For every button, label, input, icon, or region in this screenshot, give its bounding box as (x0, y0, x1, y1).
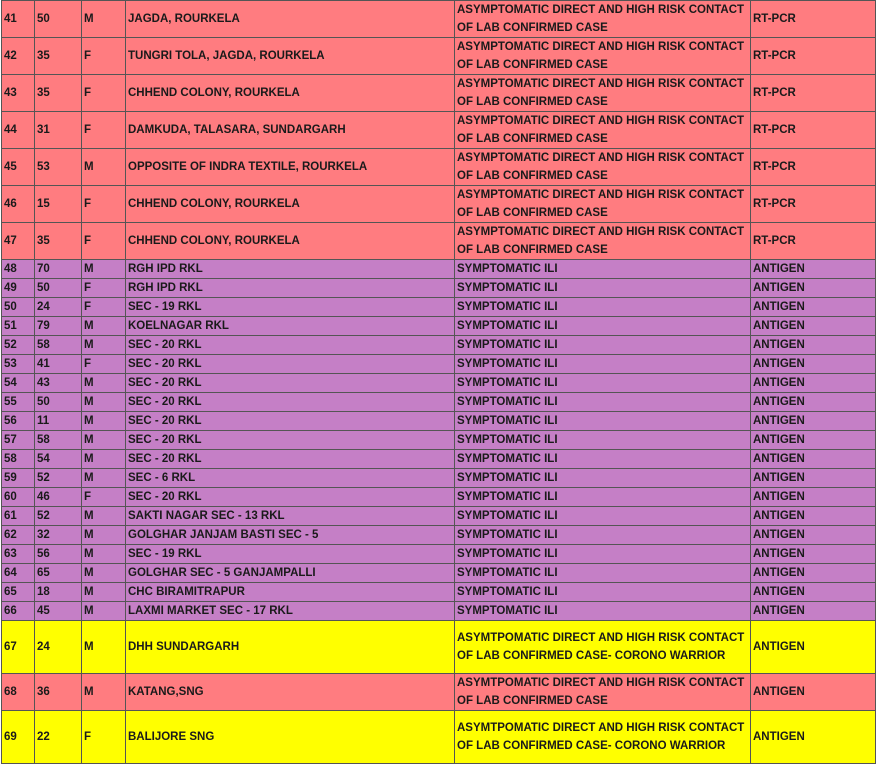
sl-no-cell: 50 (2, 298, 35, 317)
criteria-cell: SYMPTOMATIC ILI (455, 431, 751, 450)
sl-no-cell: 60 (2, 488, 35, 507)
age-cell: 50 (35, 393, 82, 412)
address-cell: CHHEND COLONY, ROURKELA (126, 186, 455, 223)
criteria-cell: SYMPTOMATIC ILI (455, 450, 751, 469)
table-row (2, 621, 876, 674)
test-type-cell: ANTIGEN (751, 545, 876, 564)
age-cell: 15 (35, 186, 82, 223)
table-row (2, 38, 876, 75)
sl-no-cell: 65 (2, 583, 35, 602)
age-cell: 50 (35, 1, 82, 38)
age-cell: 11 (35, 412, 82, 431)
test-type-cell: RT-PCR (751, 38, 876, 75)
sex-cell: M (82, 393, 126, 412)
age-cell: 45 (35, 602, 82, 621)
criteria-cell: SYMPTOMATIC ILI (455, 545, 751, 564)
age-cell: 18 (35, 583, 82, 602)
test-type-cell: ANTIGEN (751, 450, 876, 469)
table-row (2, 469, 876, 488)
address-cell: GOLGHAR SEC - 5 GANJAMPALLI (126, 564, 455, 583)
case-table-body (2, 1, 876, 764)
table-row (2, 393, 876, 412)
age-cell: 56 (35, 545, 82, 564)
age-cell: 54 (35, 450, 82, 469)
table-row (2, 1, 876, 38)
sex-cell: M (82, 412, 126, 431)
sex-cell: M (82, 602, 126, 621)
address-cell: SEC - 19 RKL (126, 298, 455, 317)
sl-no-cell: 52 (2, 336, 35, 355)
sex-cell: F (82, 38, 126, 75)
table-row (2, 260, 876, 279)
sex-cell: M (82, 431, 126, 450)
criteria-cell: SYMPTOMATIC ILI (455, 355, 751, 374)
criteria-cell: SYMPTOMATIC ILI (455, 526, 751, 545)
test-type-cell: ANTIGEN (751, 412, 876, 431)
sl-no-cell: 57 (2, 431, 35, 450)
address-cell: CHHEND COLONY, ROURKELA (126, 223, 455, 260)
address-cell: SEC - 20 RKL (126, 412, 455, 431)
address-cell: SEC - 20 RKL (126, 355, 455, 374)
test-type-cell: ANTIGEN (751, 298, 876, 317)
sl-no-cell: 61 (2, 507, 35, 526)
sex-cell: M (82, 317, 126, 336)
age-cell: 31 (35, 112, 82, 149)
table-row (2, 149, 876, 186)
sl-no-cell: 46 (2, 186, 35, 223)
criteria-cell: SYMPTOMATIC ILI (455, 488, 751, 507)
age-cell: 41 (35, 355, 82, 374)
sex-cell: F (82, 112, 126, 149)
address-cell: SEC - 6 RKL (126, 469, 455, 488)
address-cell: JAGDA, ROURKELA (126, 1, 455, 38)
test-type-cell: ANTIGEN (751, 583, 876, 602)
criteria-cell: ASYMPTOMATIC DIRECT AND HIGH RISK CONTACT OF LAB CONFIRMED CASE (455, 223, 751, 260)
sl-no-cell: 55 (2, 393, 35, 412)
age-cell: 24 (35, 621, 82, 674)
sl-no-cell: 58 (2, 450, 35, 469)
age-cell: 43 (35, 374, 82, 393)
criteria-cell: SYMPTOMATIC ILI (455, 336, 751, 355)
address-cell: LAXMI MARKET SEC - 17 RKL (126, 602, 455, 621)
test-type-cell: ANTIGEN (751, 526, 876, 545)
table-row (2, 355, 876, 374)
table-row (2, 112, 876, 149)
test-type-cell: RT-PCR (751, 223, 876, 260)
table-row (2, 186, 876, 223)
age-cell: 53 (35, 149, 82, 186)
test-type-cell: RT-PCR (751, 75, 876, 112)
address-cell: KATANG,SNG (126, 674, 455, 711)
sl-no-cell: 69 (2, 711, 35, 764)
table-row (2, 223, 876, 260)
table-row (2, 75, 876, 112)
sl-no-cell: 42 (2, 38, 35, 75)
sl-no-cell: 53 (2, 355, 35, 374)
sex-cell: M (82, 621, 126, 674)
test-type-cell: ANTIGEN (751, 260, 876, 279)
address-cell: RGH IPD RKL (126, 279, 455, 298)
test-type-cell: ANTIGEN (751, 374, 876, 393)
case-table (1, 0, 876, 764)
sl-no-cell: 63 (2, 545, 35, 564)
sl-no-cell: 54 (2, 374, 35, 393)
table-row (2, 488, 876, 507)
table-row (2, 374, 876, 393)
test-type-cell: ANTIGEN (751, 279, 876, 298)
sex-cell: F (82, 279, 126, 298)
criteria-cell: ASYMPTOMATIC DIRECT AND HIGH RISK CONTACT OF LAB CONFIRMED CASE (455, 186, 751, 223)
address-cell: BALIJORE SNG (126, 711, 455, 764)
sex-cell: M (82, 1, 126, 38)
table-row (2, 336, 876, 355)
criteria-cell: ASYMPTOMATIC DIRECT AND HIGH RISK CONTACT OF LAB CONFIRMED CASE (455, 38, 751, 75)
sex-cell: M (82, 149, 126, 186)
address-cell: SEC - 20 RKL (126, 450, 455, 469)
table-row (2, 507, 876, 526)
test-type-cell: ANTIGEN (751, 711, 876, 764)
sl-no-cell: 51 (2, 317, 35, 336)
sex-cell: F (82, 298, 126, 317)
table-row (2, 412, 876, 431)
test-type-cell: ANTIGEN (751, 469, 876, 488)
sl-no-cell: 67 (2, 621, 35, 674)
table-row (2, 545, 876, 564)
address-cell: TUNGRI TOLA, JAGDA, ROURKELA (126, 38, 455, 75)
age-cell: 52 (35, 507, 82, 526)
criteria-cell: SYMPTOMATIC ILI (455, 564, 751, 583)
criteria-cell: ASYMPTOMATIC DIRECT AND HIGH RISK CONTACT OF LAB CONFIRMED CASE (455, 112, 751, 149)
test-type-cell: RT-PCR (751, 112, 876, 149)
sex-cell: F (82, 186, 126, 223)
sl-no-cell: 41 (2, 1, 35, 38)
criteria-cell: SYMPTOMATIC ILI (455, 412, 751, 431)
age-cell: 58 (35, 431, 82, 450)
age-cell: 35 (35, 223, 82, 260)
sex-cell: M (82, 260, 126, 279)
test-type-cell: RT-PCR (751, 149, 876, 186)
sl-no-cell: 66 (2, 602, 35, 621)
age-cell: 50 (35, 279, 82, 298)
table-row (2, 450, 876, 469)
table-row (2, 431, 876, 450)
address-cell: SEC - 20 RKL (126, 374, 455, 393)
address-cell: SAKTI NAGAR SEC - 13 RKL (126, 507, 455, 526)
sex-cell: M (82, 469, 126, 488)
test-type-cell: ANTIGEN (751, 355, 876, 374)
test-type-cell: ANTIGEN (751, 488, 876, 507)
criteria-cell: SYMPTOMATIC ILI (455, 374, 751, 393)
test-type-cell: ANTIGEN (751, 602, 876, 621)
sl-no-cell: 59 (2, 469, 35, 488)
criteria-cell: ASYMTPOMATIC DIRECT AND HIGH RISK CONTACT OF LAB CONFIRMED CASE- CORONO WARRIOR (455, 711, 751, 764)
criteria-cell: ASYMTPOMATIC DIRECT AND HIGH RISK CONTACT OF LAB CONFIRMED CASE- CORONO WARRIOR (455, 621, 751, 674)
criteria-cell: SYMPTOMATIC ILI (455, 317, 751, 336)
test-type-cell: ANTIGEN (751, 674, 876, 711)
age-cell: 32 (35, 526, 82, 545)
sl-no-cell: 45 (2, 149, 35, 186)
sl-no-cell: 64 (2, 564, 35, 583)
sl-no-cell: 62 (2, 526, 35, 545)
table-row (2, 602, 876, 621)
address-cell: CHC BIRAMITRAPUR (126, 583, 455, 602)
table-row (2, 583, 876, 602)
table-row (2, 564, 876, 583)
sex-cell: F (82, 75, 126, 112)
sex-cell: M (82, 526, 126, 545)
criteria-cell: SYMPTOMATIC ILI (455, 469, 751, 488)
table-row (2, 674, 876, 711)
criteria-cell: ASYMPTOMATIC DIRECT AND HIGH RISK CONTACT OF LAB CONFIRMED CASE (455, 149, 751, 186)
test-type-cell: ANTIGEN (751, 317, 876, 336)
sex-cell: M (82, 583, 126, 602)
sl-no-cell: 56 (2, 412, 35, 431)
address-cell: KOELNAGAR RKL (126, 317, 455, 336)
criteria-cell: SYMPTOMATIC ILI (455, 298, 751, 317)
table-row (2, 298, 876, 317)
criteria-cell: SYMPTOMATIC ILI (455, 260, 751, 279)
sl-no-cell: 68 (2, 674, 35, 711)
age-cell: 46 (35, 488, 82, 507)
table-row (2, 317, 876, 336)
sex-cell: F (82, 223, 126, 260)
test-type-cell: RT-PCR (751, 186, 876, 223)
table-row (2, 711, 876, 764)
age-cell: 35 (35, 38, 82, 75)
sl-no-cell: 43 (2, 75, 35, 112)
address-cell: DAMKUDA, TALASARA, SUNDARGARH (126, 112, 455, 149)
address-cell: RGH IPD RKL (126, 260, 455, 279)
test-type-cell: ANTIGEN (751, 621, 876, 674)
sex-cell: M (82, 374, 126, 393)
address-cell: SEC - 20 RKL (126, 336, 455, 355)
address-cell: DHH SUNDARGARH (126, 621, 455, 674)
sl-no-cell: 49 (2, 279, 35, 298)
address-cell: SEC - 20 RKL (126, 393, 455, 412)
sl-no-cell: 47 (2, 223, 35, 260)
criteria-cell: ASYMTPOMATIC DIRECT AND HIGH RISK CONTACT OF LAB CONFIRMED CASE (455, 674, 751, 711)
test-type-cell: ANTIGEN (751, 507, 876, 526)
sex-cell: F (82, 711, 126, 764)
test-type-cell: ANTIGEN (751, 336, 876, 355)
address-cell: CHHEND COLONY, ROURKELA (126, 75, 455, 112)
table-row (2, 526, 876, 545)
age-cell: 70 (35, 260, 82, 279)
sex-cell: M (82, 507, 126, 526)
table-row (2, 279, 876, 298)
age-cell: 22 (35, 711, 82, 764)
age-cell: 24 (35, 298, 82, 317)
address-cell: OPPOSITE OF INDRA TEXTILE, ROURKELA (126, 149, 455, 186)
test-type-cell: ANTIGEN (751, 564, 876, 583)
age-cell: 36 (35, 674, 82, 711)
test-type-cell: ANTIGEN (751, 431, 876, 450)
test-type-cell: RT-PCR (751, 1, 876, 38)
age-cell: 35 (35, 75, 82, 112)
criteria-cell: SYMPTOMATIC ILI (455, 583, 751, 602)
criteria-cell: ASYMPTOMATIC DIRECT AND HIGH RISK CONTACT OF LAB CONFIRMED CASE (455, 75, 751, 112)
sex-cell: F (82, 355, 126, 374)
sex-cell: M (82, 450, 126, 469)
sex-cell: M (82, 674, 126, 711)
criteria-cell: SYMPTOMATIC ILI (455, 507, 751, 526)
sex-cell: F (82, 488, 126, 507)
sex-cell: M (82, 564, 126, 583)
sex-cell: M (82, 336, 126, 355)
address-cell: SEC - 20 RKL (126, 488, 455, 507)
age-cell: 65 (35, 564, 82, 583)
sl-no-cell: 48 (2, 260, 35, 279)
criteria-cell: SYMPTOMATIC ILI (455, 393, 751, 412)
address-cell: SEC - 20 RKL (126, 431, 455, 450)
criteria-cell: SYMPTOMATIC ILI (455, 279, 751, 298)
sex-cell: M (82, 545, 126, 564)
criteria-cell: ASYMPTOMATIC DIRECT AND HIGH RISK CONTACT OF LAB CONFIRMED CASE (455, 1, 751, 38)
criteria-cell: SYMPTOMATIC ILI (455, 602, 751, 621)
age-cell: 58 (35, 336, 82, 355)
age-cell: 79 (35, 317, 82, 336)
address-cell: GOLGHAR JANJAM BASTI SEC - 5 (126, 526, 455, 545)
address-cell: SEC - 19 RKL (126, 545, 455, 564)
sl-no-cell: 44 (2, 112, 35, 149)
test-type-cell: ANTIGEN (751, 393, 876, 412)
age-cell: 52 (35, 469, 82, 488)
